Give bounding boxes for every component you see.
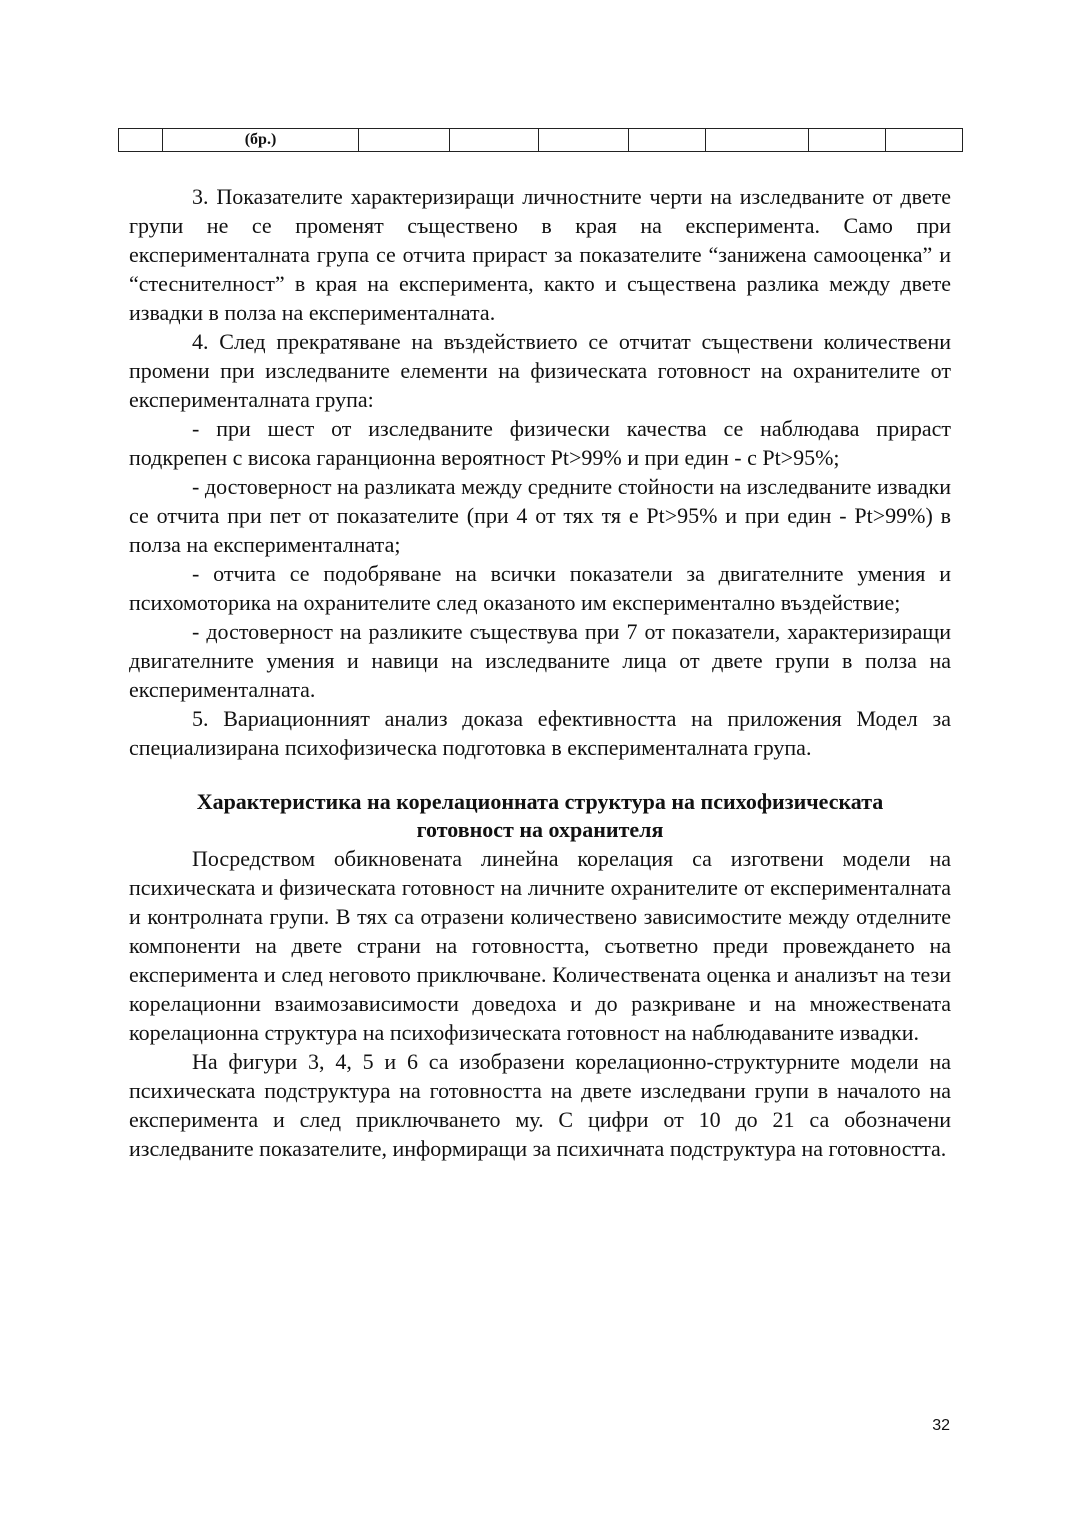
results-table-fragment [118, 128, 963, 152]
conclusion-4-bullet-4: - достоверност на разликите съществува при 7 от показатели, характеризиращи двигателните умения и навици на изследваните лица от двете групи в полза на експерименталната. [129, 619, 951, 702]
table-cell [886, 129, 963, 152]
table-cell-unit: (бр.) [163, 129, 359, 152]
table-cell [450, 129, 539, 152]
conclusion-4-bullet-2: - достоверност на разликата между средните стойности на изследваните извадки се отчита при пет от показателите (при 4 от тях тя е Pt>95% и при един - Pt>99%) в полза на експерименталната; [129, 474, 951, 557]
section-heading [129, 788, 951, 844]
conclusion-3: 3. Показателите характеризиращи личностните черти на изследваните от двете групи не се променят съществено в края на експеримента. Само при експерименталната група се отчита прираст за показателите “занижена самооценка” и “стеснителност” в края на експеримента, както и съществена разлика между двете извадки в полза на експерименталната. [129, 184, 951, 325]
document-body [129, 182, 951, 1163]
table-cell [629, 129, 706, 152]
table-cell [809, 129, 886, 152]
conclusion-4: 4. След прекратяване на въздействието се отчитат съществени количествени промени при изследваните елементи на физическата готовност на охранителите от експерименталната група: [129, 329, 951, 412]
page-number: 32 [932, 1417, 950, 1434]
section-heading-line-2: готовност на охранителя [416, 817, 664, 842]
table-cell [539, 129, 629, 152]
section-paragraph-2: На фигури 3, 4, 5 и 6 са изобразени корелационно-структурните модели на психическата подструктура на готовността на двете изследвани групи в началото на експеримента и след приключването му. С цифри от 10 до 21 са обозначени изследваните показателите, информиращи за психичната подструктура на готовността. [129, 1049, 951, 1161]
table-cell [359, 129, 450, 152]
conclusion-4-bullet-3: - отчита се подобряване на всички показатели за двигателните умения и психомоторика на охранителите след оказаното им експериментално въздействие; [129, 561, 951, 615]
section-paragraph-1: Посредством обикновената линейна корелация са изготвени модели на психическата и физическата готовност на личните охранителите от експерименталната и контролната групи. В тях са отразени количествено зависимостите между отделните компоненти на двете страни на готовността, съответно преди провеждането на експеримента и след неговото приключване. Количествената оценка и анализът на тези корелационни взаимозависимости доведоха и до разкриване и на множествената корелационна структура на психофизическата готовност на наблюдаваните извадки. [129, 846, 951, 1045]
table-cell [706, 129, 809, 152]
table-row [119, 129, 963, 152]
table-cell [119, 129, 163, 152]
conclusion-5: 5. Вариационният анализ доказа ефективността на приложения Модел за специализирана психофизическа подготовка в експерименталната група. [129, 706, 951, 760]
section-heading-line-1: Характеристика на корелационната структура на психофизическата [196, 789, 884, 814]
conclusion-4-bullet-1: - при шест от изследваните физически качества се наблюдава прираст подкрепен с висока гаранционна вероятност Pt>99% и при един - с Pt>95%; [129, 416, 951, 470]
